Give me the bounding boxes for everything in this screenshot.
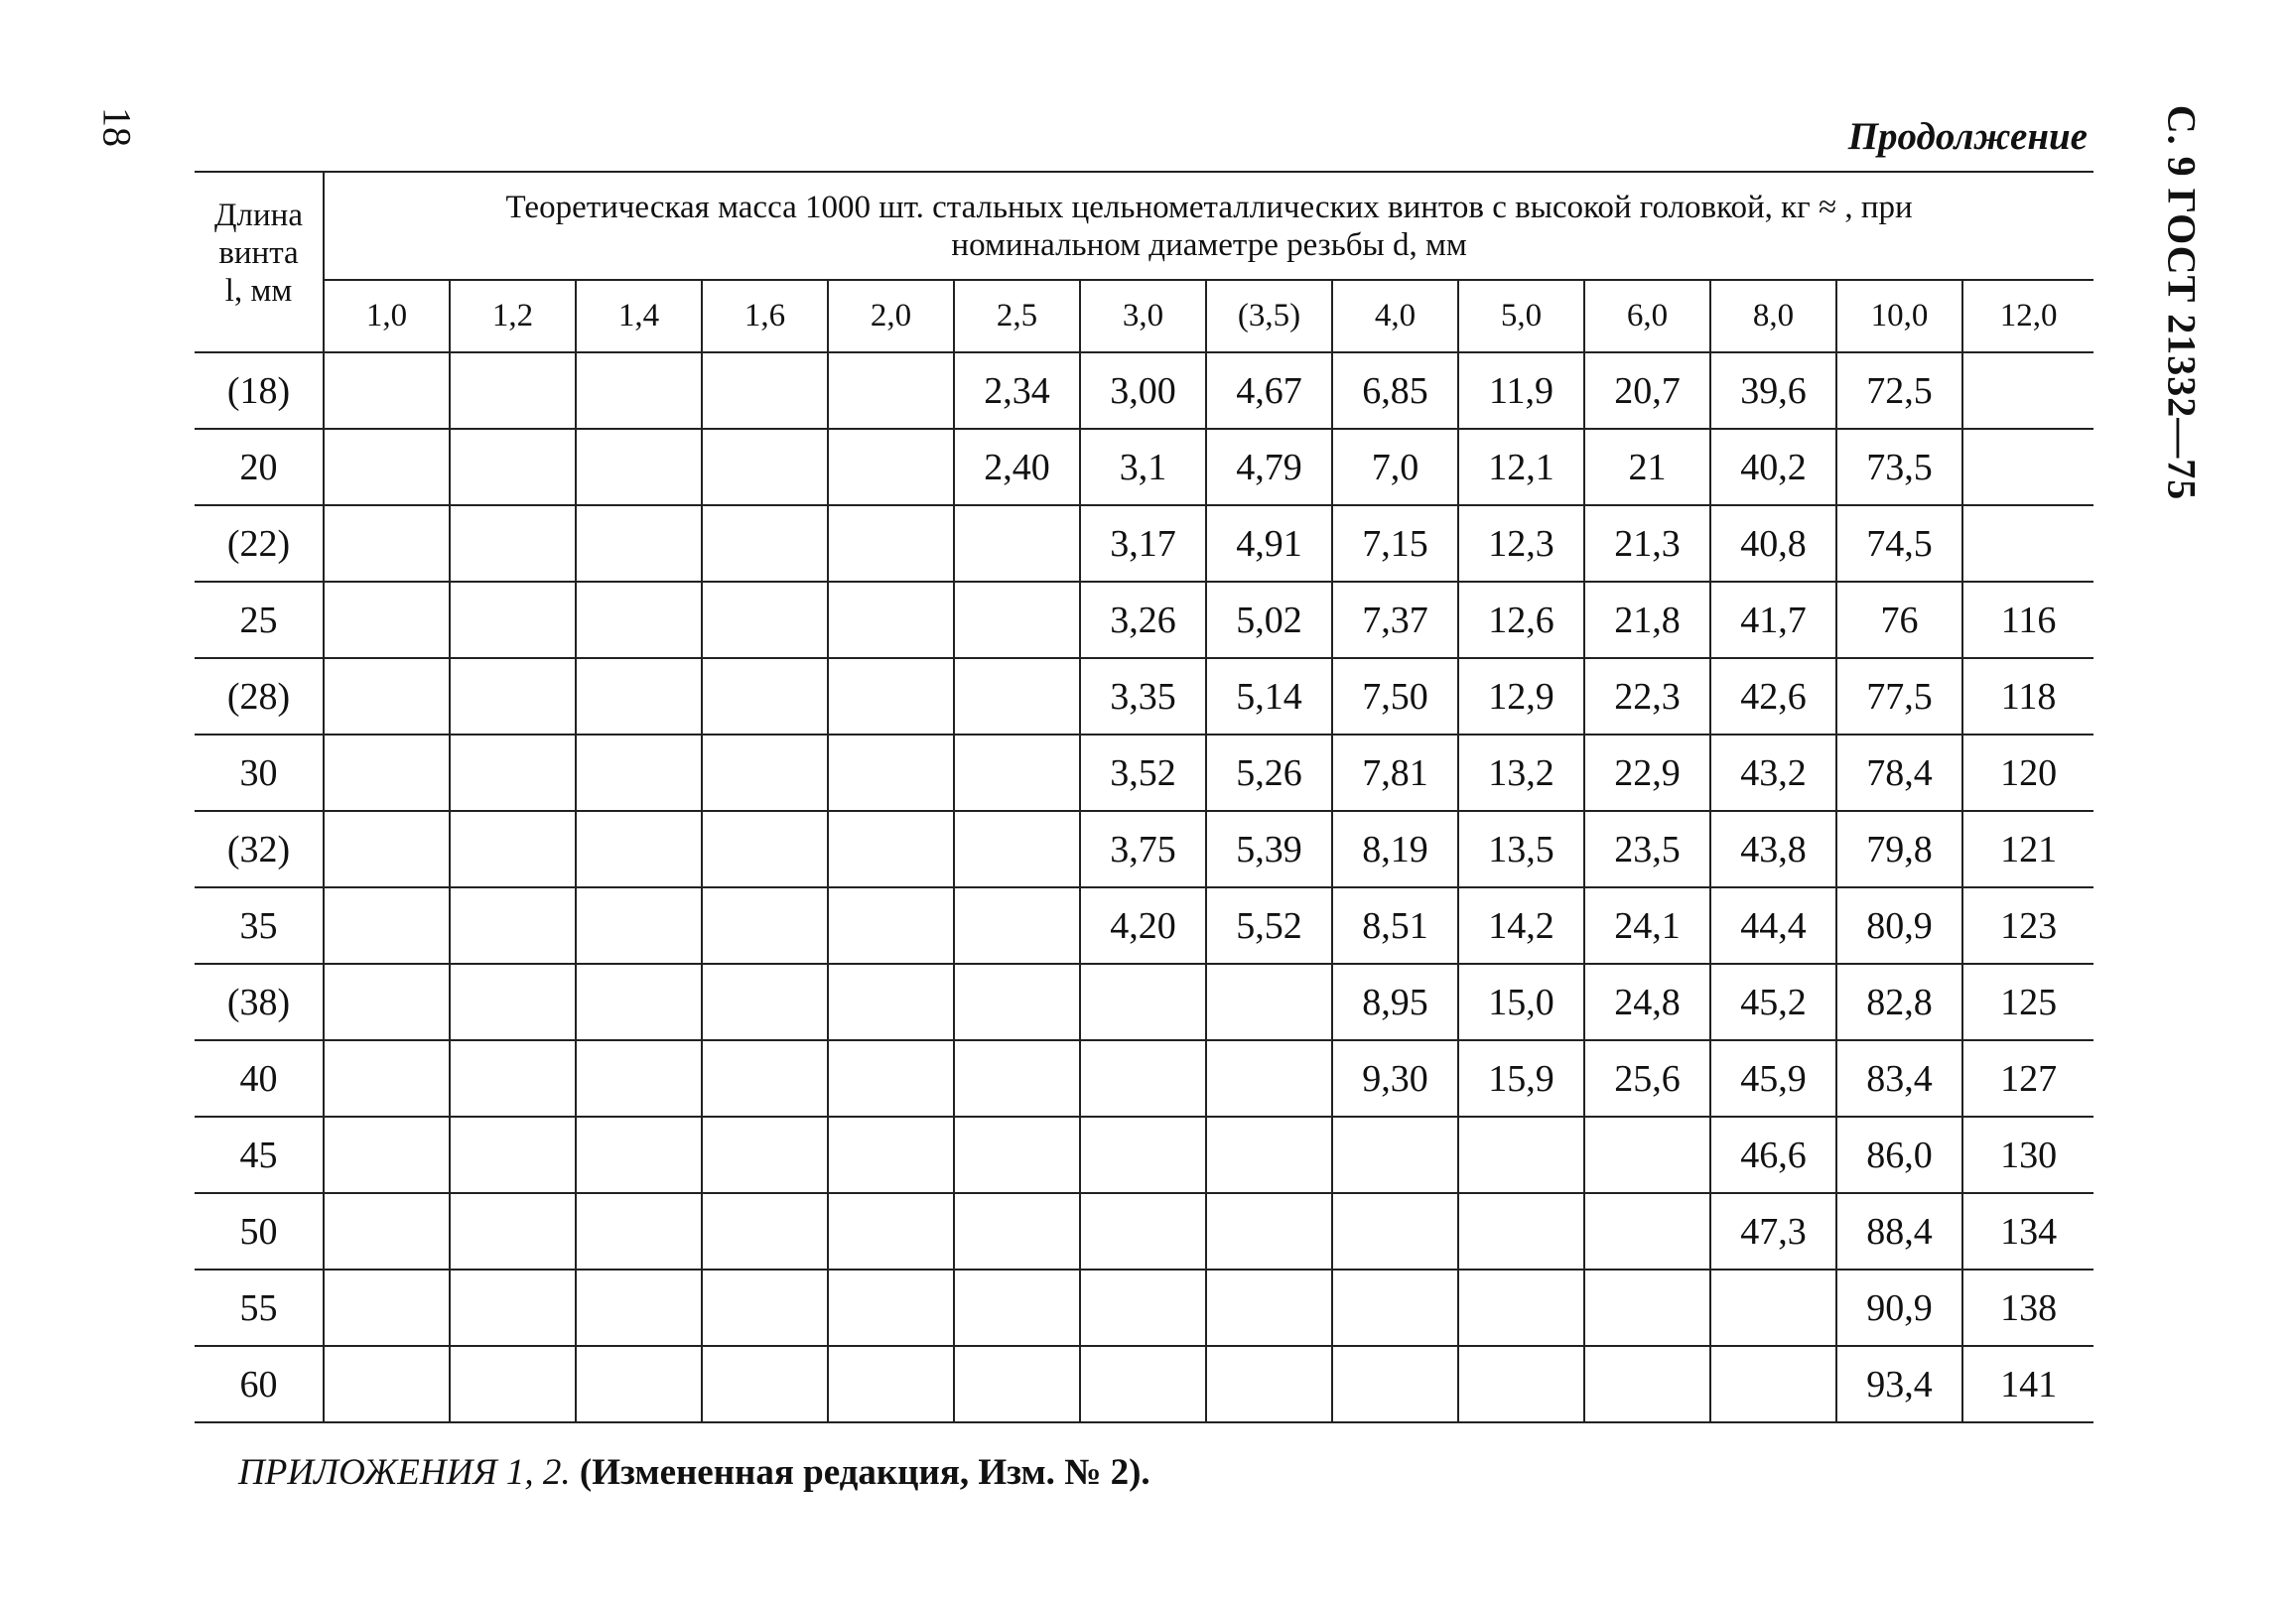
mass-cell: [450, 964, 576, 1040]
mass-cell: [324, 429, 450, 505]
length-header-line: винта: [218, 235, 299, 271]
mass-cell: 23,5: [1584, 811, 1710, 887]
mass-cell: 138: [1962, 1270, 2093, 1346]
mass-cell: [576, 964, 702, 1040]
mass-cell: 77,5: [1836, 658, 1962, 735]
mass-cell: [702, 1117, 828, 1193]
mass-cell: 3,35: [1080, 658, 1206, 735]
mass-cell: [828, 964, 954, 1040]
mass-column-header: [324, 172, 2093, 280]
mass-cell: 5,14: [1206, 658, 1332, 735]
mass-cell: 90,9: [1836, 1270, 1962, 1346]
diameter-header-cell: 1,0: [324, 280, 450, 352]
table-row: [195, 735, 2093, 811]
mass-cell: 120: [1962, 735, 2093, 811]
mass-cell: [1332, 1193, 1458, 1270]
mass-cell: 78,4: [1836, 735, 1962, 811]
mass-cell: [324, 582, 450, 658]
mass-cell: [1332, 1346, 1458, 1422]
mass-cell: [702, 964, 828, 1040]
mass-cell: 3,75: [1080, 811, 1206, 887]
mass-cell: [1332, 1270, 1458, 1346]
mass-cell: [702, 735, 828, 811]
table-row: [195, 505, 2093, 582]
mass-cell: [324, 1346, 450, 1422]
mass-cell: 123: [1962, 887, 2093, 964]
diameter-header-cell: 8,0: [1710, 280, 1836, 352]
mass-cell: 14,2: [1458, 887, 1584, 964]
table-row: [195, 964, 2093, 1040]
mass-cell: [828, 811, 954, 887]
length-cell: 25: [195, 582, 324, 658]
table-row: [195, 582, 2093, 658]
table-row: [195, 429, 2093, 505]
mass-cell: [702, 505, 828, 582]
mass-cell: [954, 1117, 1080, 1193]
mass-cell: 40,8: [1710, 505, 1836, 582]
mass-cell: [702, 1193, 828, 1270]
mass-cell: [1584, 1346, 1710, 1422]
mass-cell: 88,4: [1836, 1193, 1962, 1270]
mass-table: [195, 171, 2093, 1423]
mass-cell: 7,50: [1332, 658, 1458, 735]
mass-cell: 4,79: [1206, 429, 1332, 505]
mass-cell: [1710, 1346, 1836, 1422]
mass-cell: [1458, 1117, 1584, 1193]
mass-cell: 47,3: [1710, 1193, 1836, 1270]
mass-cell: [828, 505, 954, 582]
mass-cell: 83,4: [1836, 1040, 1962, 1117]
mass-cell: [450, 1193, 576, 1270]
mass-cell: 8,51: [1332, 887, 1458, 964]
mass-cell: 43,2: [1710, 735, 1836, 811]
diameter-header-cell: 1,6: [702, 280, 828, 352]
diameter-header-cell: 3,0: [1080, 280, 1206, 352]
page-number: 18: [94, 107, 140, 147]
mass-cell: 21: [1584, 429, 1710, 505]
mass-cell: 79,8: [1836, 811, 1962, 887]
mass-cell: 5,39: [1206, 811, 1332, 887]
mass-cell: 15,0: [1458, 964, 1584, 1040]
mass-cell: 12,1: [1458, 429, 1584, 505]
mass-cell: [576, 811, 702, 887]
table-row: [195, 1040, 2093, 1117]
mass-cell: [450, 811, 576, 887]
mass-cell: [576, 1040, 702, 1117]
mass-cell: [702, 1346, 828, 1422]
mass-cell: 15,9: [1458, 1040, 1584, 1117]
mass-cell: [450, 352, 576, 429]
mass-cell: 4,91: [1206, 505, 1332, 582]
mass-cell: 93,4: [1836, 1346, 1962, 1422]
diameter-header-cell: 2,5: [954, 280, 1080, 352]
length-cell: 35: [195, 887, 324, 964]
mass-cell: 12,6: [1458, 582, 1584, 658]
length-cell: 55: [195, 1270, 324, 1346]
mass-cell: [1584, 1193, 1710, 1270]
length-cell: 60: [195, 1346, 324, 1422]
mass-cell: 134: [1962, 1193, 2093, 1270]
diameter-header-cell: 6,0: [1584, 280, 1710, 352]
mass-cell: 82,8: [1836, 964, 1962, 1040]
mass-cell: [1080, 1040, 1206, 1117]
mass-cell: 118: [1962, 658, 2093, 735]
mass-cell: 86,0: [1836, 1117, 1962, 1193]
diameter-header-row: [195, 280, 2093, 352]
mass-cell: 9,30: [1332, 1040, 1458, 1117]
mass-cell: 7,37: [1332, 582, 1458, 658]
mass-cell: [828, 1270, 954, 1346]
table-row: [195, 887, 2093, 964]
mass-cell: [1458, 1193, 1584, 1270]
length-cell: (28): [195, 658, 324, 735]
mass-cell: [954, 1193, 1080, 1270]
mass-cell: [1080, 1193, 1206, 1270]
footnote-appendix: ПРИЛОЖЕНИЯ 1, 2.: [238, 1452, 571, 1493]
mass-cell: [954, 1040, 1080, 1117]
mass-cell: 44,4: [1710, 887, 1836, 964]
length-cell: 30: [195, 735, 324, 811]
mass-cell: 43,8: [1710, 811, 1836, 887]
diameter-header-cell: 10,0: [1836, 280, 1962, 352]
mass-cell: [1332, 1117, 1458, 1193]
mass-cell: 7,81: [1332, 735, 1458, 811]
length-cell: 45: [195, 1117, 324, 1193]
mass-cell: [576, 429, 702, 505]
footnote: [238, 1451, 1150, 1494]
mass-cell: [954, 887, 1080, 964]
length-cell: 50: [195, 1193, 324, 1270]
mass-cell: [954, 964, 1080, 1040]
length-header-line: l, мм: [224, 273, 293, 309]
mass-cell: 4,20: [1080, 887, 1206, 964]
mass-cell: [324, 1040, 450, 1117]
length-column-header: [195, 172, 324, 352]
diameter-header-cell: (3,5): [1206, 280, 1332, 352]
mass-cell: [1206, 1193, 1332, 1270]
mass-cell: 22,3: [1584, 658, 1710, 735]
mass-cell: 121: [1962, 811, 2093, 887]
mass-cell: 2,34: [954, 352, 1080, 429]
mass-cell: [1206, 1270, 1332, 1346]
mass-cell: [954, 1270, 1080, 1346]
mass-cell: [1206, 1040, 1332, 1117]
mass-cell: 25,6: [1584, 1040, 1710, 1117]
mass-cell: [702, 887, 828, 964]
mass-cell: 20,7: [1584, 352, 1710, 429]
mass-cell: [702, 1040, 828, 1117]
mass-cell: 7,15: [1332, 505, 1458, 582]
diameter-header-cell: 1,2: [450, 280, 576, 352]
mass-cell: 11,9: [1458, 352, 1584, 429]
mass-cell: 6,85: [1332, 352, 1458, 429]
diameter-header-cell: 4,0: [1332, 280, 1458, 352]
mass-cell: 13,5: [1458, 811, 1584, 887]
mass-cell: [954, 811, 1080, 887]
mass-cell: [450, 1270, 576, 1346]
mass-cell: [954, 735, 1080, 811]
mass-cell: 141: [1962, 1346, 2093, 1422]
mass-cell: [1080, 1117, 1206, 1193]
mass-cell: [324, 352, 450, 429]
mass-cell: [576, 735, 702, 811]
mass-cell: [1458, 1346, 1584, 1422]
mass-cell: [828, 352, 954, 429]
mass-header-line: номинальном диаметре резьбы d, мм: [951, 226, 1467, 263]
mass-cell: [576, 582, 702, 658]
mass-cell: 80,9: [1836, 887, 1962, 964]
mass-cell: 12,9: [1458, 658, 1584, 735]
mass-cell: [1962, 429, 2093, 505]
mass-cell: [576, 1346, 702, 1422]
mass-cell: [1710, 1270, 1836, 1346]
mass-cell: [576, 1117, 702, 1193]
mass-cell: [450, 735, 576, 811]
mass-cell: 45,9: [1710, 1040, 1836, 1117]
mass-cell: 24,1: [1584, 887, 1710, 964]
mass-cell: 24,8: [1584, 964, 1710, 1040]
mass-cell: [828, 1346, 954, 1422]
mass-cell: 74,5: [1836, 505, 1962, 582]
mass-cell: [576, 887, 702, 964]
table-row: [195, 1117, 2093, 1193]
length-cell: 40: [195, 1040, 324, 1117]
length-cell: (38): [195, 964, 324, 1040]
mass-cell: 5,52: [1206, 887, 1332, 964]
mass-cell: [702, 352, 828, 429]
mass-cell: [828, 887, 954, 964]
diameter-header-cell: 5,0: [1458, 280, 1584, 352]
mass-cell: [576, 1270, 702, 1346]
mass-cell: 130: [1962, 1117, 2093, 1193]
mass-cell: [1206, 1346, 1332, 1422]
mass-cell: [324, 505, 450, 582]
mass-cell: 21,8: [1584, 582, 1710, 658]
mass-cell: [450, 887, 576, 964]
mass-cell: [324, 1270, 450, 1346]
length-cell: (22): [195, 505, 324, 582]
footnote-revision: (Измененная редакция, Изм. № 2).: [579, 1452, 1150, 1493]
mass-cell: 72,5: [1836, 352, 1962, 429]
mass-cell: 2,40: [954, 429, 1080, 505]
mass-cell: 125: [1962, 964, 2093, 1040]
mass-cell: [576, 658, 702, 735]
mass-cell: [702, 429, 828, 505]
running-head: С. 9 ГОСТ 21332—75: [2159, 104, 2205, 501]
mass-cell: [954, 658, 1080, 735]
mass-cell: 3,1: [1080, 429, 1206, 505]
diameter-header-cell: 12,0: [1962, 280, 2093, 352]
length-cell: 20: [195, 429, 324, 505]
mass-cell: [1458, 1270, 1584, 1346]
mass-cell: [450, 1346, 576, 1422]
mass-cell: [702, 658, 828, 735]
mass-cell: 116: [1962, 582, 2093, 658]
mass-cell: [828, 1117, 954, 1193]
continuation-label: Продолжение: [1847, 115, 2088, 158]
mass-cell: [324, 735, 450, 811]
mass-cell: [828, 429, 954, 505]
mass-cell: [450, 505, 576, 582]
mass-cell: [954, 1346, 1080, 1422]
mass-cell: 41,7: [1710, 582, 1836, 658]
mass-cell: [1584, 1117, 1710, 1193]
mass-cell: [324, 1117, 450, 1193]
mass-cell: 4,67: [1206, 352, 1332, 429]
table-row: [195, 658, 2093, 735]
mass-cell: [450, 1117, 576, 1193]
mass-cell: [702, 1270, 828, 1346]
mass-cell: 45,2: [1710, 964, 1836, 1040]
mass-cell: 8,19: [1332, 811, 1458, 887]
mass-cell: 127: [1962, 1040, 2093, 1117]
mass-cell: 73,5: [1836, 429, 1962, 505]
mass-cell: [450, 582, 576, 658]
mass-cell: [954, 582, 1080, 658]
mass-cell: 5,02: [1206, 582, 1332, 658]
mass-header-line: Теоретическая масса 1000 шт. стальных цельнометаллических винтов с высокой головкой, кг ≈ , при: [505, 189, 1913, 225]
mass-cell: 22,9: [1584, 735, 1710, 811]
mass-cell: [1080, 1346, 1206, 1422]
diameter-header-cell: 2,0: [828, 280, 954, 352]
mass-cell: 46,6: [1710, 1117, 1836, 1193]
mass-cell: [324, 887, 450, 964]
mass-cell: [1962, 352, 2093, 429]
mass-cell: [702, 582, 828, 658]
mass-cell: 12,3: [1458, 505, 1584, 582]
table-row: [195, 1346, 2093, 1422]
diameter-header-cell: 1,4: [576, 280, 702, 352]
mass-cell: 21,3: [1584, 505, 1710, 582]
mass-cell: [324, 964, 450, 1040]
table-row: [195, 1193, 2093, 1270]
mass-cell: 3,26: [1080, 582, 1206, 658]
table-row: [195, 811, 2093, 887]
mass-cell: 3,52: [1080, 735, 1206, 811]
mass-cell: [828, 582, 954, 658]
mass-cell: [324, 811, 450, 887]
mass-cell: [954, 505, 1080, 582]
mass-cell: [828, 1040, 954, 1117]
table-row: [195, 352, 2093, 429]
mass-cell: 3,17: [1080, 505, 1206, 582]
length-cell: (18): [195, 352, 324, 429]
mass-cell: [324, 1193, 450, 1270]
length-cell: (32): [195, 811, 324, 887]
mass-cell: [1584, 1270, 1710, 1346]
mass-cell: [1080, 964, 1206, 1040]
mass-cell: [450, 429, 576, 505]
mass-cell: [1080, 1270, 1206, 1346]
mass-cell: [828, 735, 954, 811]
mass-cell: [828, 658, 954, 735]
mass-cell: 13,2: [1458, 735, 1584, 811]
mass-cell: [1206, 1117, 1332, 1193]
mass-cell: 39,6: [1710, 352, 1836, 429]
mass-cell: [1962, 505, 2093, 582]
mass-cell: [324, 658, 450, 735]
mass-cell: [576, 1193, 702, 1270]
mass-cell: [1206, 964, 1332, 1040]
mass-cell: 76: [1836, 582, 1962, 658]
mass-cell: 42,6: [1710, 658, 1836, 735]
length-header-line: Длина: [214, 198, 303, 233]
table-row: [195, 1270, 2093, 1346]
mass-cell: 5,26: [1206, 735, 1332, 811]
header-row: [195, 172, 2093, 280]
mass-cell: 7,0: [1332, 429, 1458, 505]
mass-cell: [450, 658, 576, 735]
mass-cell: [702, 811, 828, 887]
mass-cell: [450, 1040, 576, 1117]
mass-cell: [576, 505, 702, 582]
mass-cell: [828, 1193, 954, 1270]
mass-cell: 40,2: [1710, 429, 1836, 505]
mass-cell: [576, 352, 702, 429]
mass-cell: 8,95: [1332, 964, 1458, 1040]
mass-cell: 3,00: [1080, 352, 1206, 429]
